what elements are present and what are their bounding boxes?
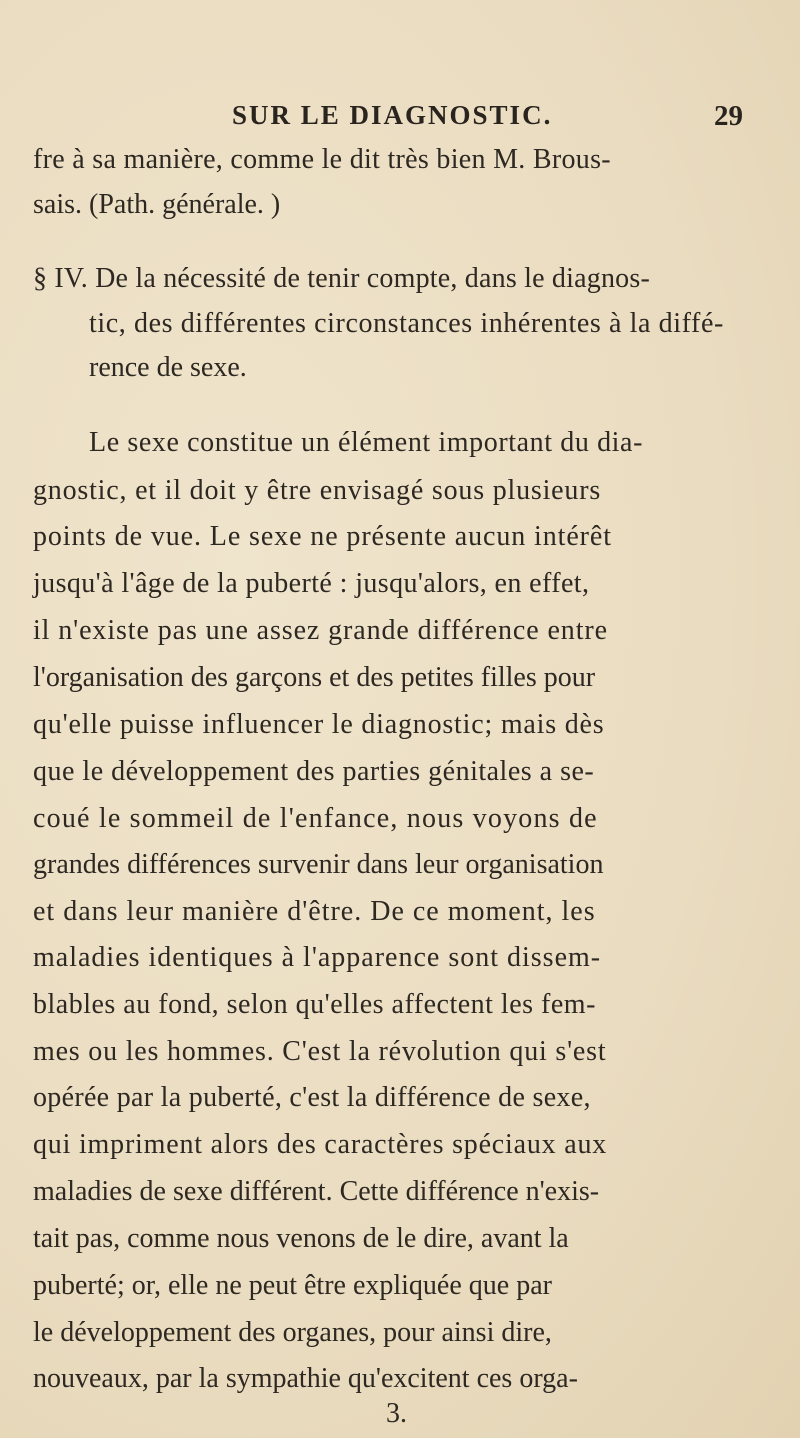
text-line: le développement des organes, pour ainsi dire, bbox=[33, 1317, 552, 1348]
text-line: coué le sommeil de l'enfance, nous voyons de bbox=[33, 803, 598, 834]
text-line: gnostic, et il doit y être envisagé sous plusieurs bbox=[33, 475, 602, 506]
text-line: Le sexe constitue un élément important du dia- bbox=[89, 427, 643, 458]
section-heading-line: rence de sexe. bbox=[89, 352, 247, 383]
text-line: mes ou les hommes. C'est la révolution qui s'est bbox=[33, 1036, 607, 1067]
text-line: nouveaux, par la sympathie qu'excitent ces orga- bbox=[33, 1363, 578, 1394]
text-line: il n'existe pas une assez grande différence entre bbox=[33, 615, 608, 646]
text-line: sais. (Path. générale. ) bbox=[33, 189, 281, 220]
section-heading-line: § IV. De la nécessité de tenir compte, dans le diagnos- bbox=[33, 263, 650, 294]
text-line: jusqu'à l'âge de la puberté : jusqu'alors, en effet, bbox=[33, 568, 590, 599]
running-head: SUR LE DIAGNOSTIC. bbox=[232, 100, 553, 130]
text-line: l'organisation des garçons et des petites filles pour bbox=[33, 662, 596, 693]
text-line: qui impriment alors des caractères spéciaux aux bbox=[33, 1129, 608, 1160]
signature-mark: 3. bbox=[386, 1398, 407, 1429]
text-line: fre à sa manière, comme le dit très bien M. Brous- bbox=[33, 144, 611, 175]
text-line: maladies de sexe différent. Cette différence n'exis- bbox=[33, 1176, 600, 1207]
text-line: et dans leur manière d'être. De ce moment, les bbox=[33, 896, 596, 927]
text-line: grandes différences survenir dans leur organisation bbox=[33, 849, 604, 880]
text-line: puberté; or, elle ne peut être expliquée que par bbox=[33, 1270, 552, 1301]
text-line: points de vue. Le sexe ne présente aucun intérêt bbox=[33, 521, 612, 552]
text-line: tait pas, comme nous venons de le dire, avant la bbox=[33, 1223, 569, 1254]
text-line: qu'elle puisse influencer le diagnostic; mais dès bbox=[33, 709, 605, 740]
page-number: 29 bbox=[714, 100, 743, 132]
text-line: blables au fond, selon qu'elles affectent les fem- bbox=[33, 989, 596, 1020]
text-line: maladies identiques à l'apparence sont dissem- bbox=[33, 942, 602, 973]
text-line: opérée par la puberté, c'est la différence de sexe, bbox=[33, 1082, 591, 1113]
text-line: que le développement des parties génitales a se- bbox=[33, 756, 595, 787]
section-heading-line: tic, des différentes circonstances inhérentes à la diffé- bbox=[89, 308, 724, 339]
